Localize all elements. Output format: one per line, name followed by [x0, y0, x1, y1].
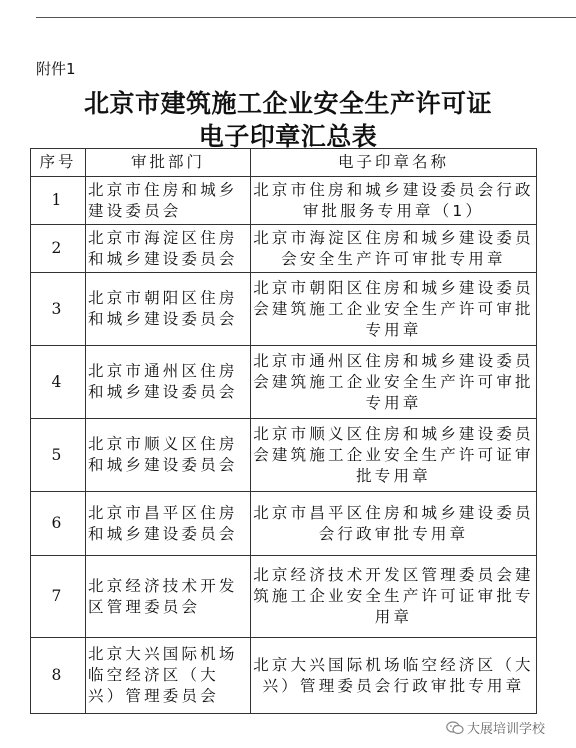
row-number: 7 [31, 556, 86, 638]
table-header-row [31, 149, 537, 177]
table-row [31, 225, 537, 273]
row-number: 3 [31, 273, 86, 346]
seal-name: 北京市住房和城乡建设委员会行政审批服务专用章（1） [251, 177, 537, 225]
seal-name: 北京市海淀区住房和城乡建设委员会安全生产许可审批专用章 [251, 225, 537, 273]
seal-name: 北京经济技术开发区管理委员会建筑施工企业安全生产许可证审批专用章 [251, 556, 537, 638]
column-header-seal: 电子印章名称 [251, 149, 537, 177]
seal-summary-table [30, 148, 537, 714]
column-header-no: 序号 [31, 149, 86, 177]
attachment-label: 附件1 [36, 60, 76, 78]
seal-name: 北京市通州区住房和城乡建设委员会建筑施工企业安全生产许可审批专用章 [251, 346, 537, 419]
row-number: 1 [31, 177, 86, 225]
approval-department: 北京市朝阳区住房和城乡建设委员会 [86, 273, 251, 346]
page-title-line1: 北京市建筑施工企业安全生产许可证 [83, 89, 492, 118]
seal-name: 北京市顺义区住房和城乡建设委员会建筑施工企业安全生产许可证审批专用章 [251, 419, 537, 492]
row-number: 8 [31, 638, 86, 714]
table-row [31, 492, 537, 556]
row-number: 5 [31, 419, 86, 492]
wechat-icon [446, 721, 464, 735]
approval-department: 北京市住房和城乡建设委员会 [86, 177, 251, 225]
seal-name: 北京大兴国际机场临空经济区（大兴）管理委员会行政审批专用章 [251, 638, 537, 714]
approval-department: 北京市顺义区住房和城乡建设委员会 [86, 419, 251, 492]
table-row [31, 177, 537, 225]
watermark-text: 大展培训学校 [467, 722, 546, 737]
table-row [31, 419, 537, 492]
seal-name: 北京市朝阳区住房和城乡建设委员会建筑施工企业安全生产许可审批专用章 [251, 273, 537, 346]
page-title-line2: 电子印章汇总表 [198, 122, 378, 151]
row-number: 2 [31, 225, 86, 273]
table-row [31, 346, 537, 419]
watermark [446, 718, 545, 737]
approval-department: 北京大兴国际机场临空经济区（大兴）管理委员会 [86, 638, 251, 714]
row-number: 6 [31, 492, 86, 556]
top-rule [36, 17, 576, 18]
approval-department: 北京经济技术开发区管理委员会 [86, 556, 251, 638]
table-row [31, 556, 537, 638]
row-number: 4 [31, 346, 86, 419]
table-row [31, 638, 537, 714]
approval-department: 北京市海淀区住房和城乡建设委员会 [86, 225, 251, 273]
approval-department: 北京市昌平区住房和城乡建设委员会 [86, 492, 251, 556]
column-header-dept: 审批部门 [86, 149, 251, 177]
approval-department: 北京市通州区住房和城乡建设委员会 [86, 346, 251, 419]
table-row [31, 273, 537, 346]
seal-name: 北京市昌平区住房和城乡建设委员会行政审批专用章 [251, 492, 537, 556]
